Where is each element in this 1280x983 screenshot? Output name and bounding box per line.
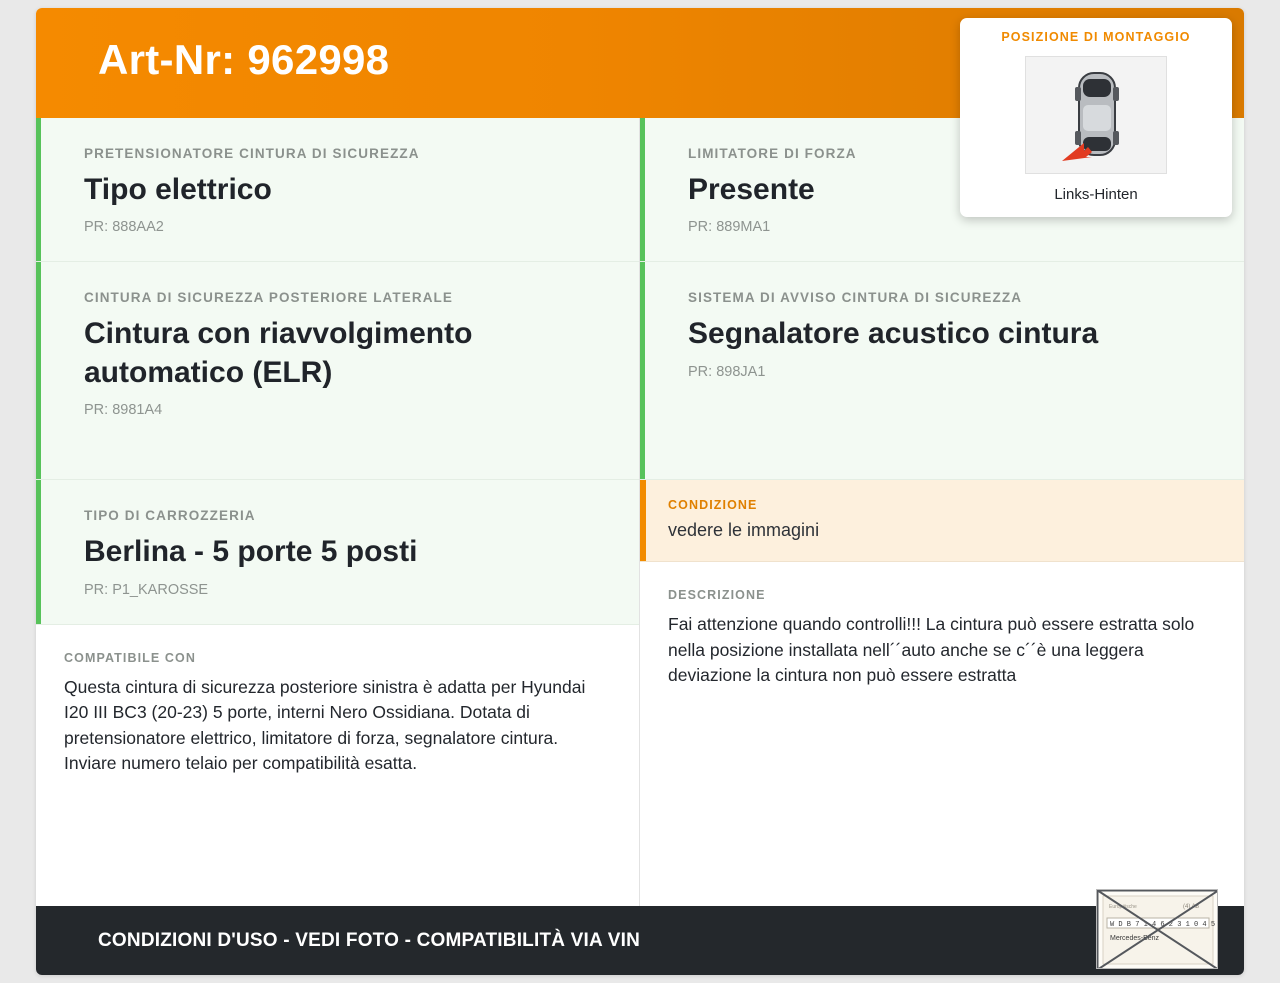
mounting-position-card [960,18,1232,217]
compatibility-label: COMPATIBILE CON [64,650,197,665]
right-column [640,118,1244,975]
spec-pr-code: PR: P1_KAROSSE [84,581,209,598]
spec-value: Cintura con riavvolgimento automatico (ELR) [84,317,473,389]
spec-item [36,262,639,480]
spec-item [36,118,639,262]
spec-item [36,480,639,624]
label-photo-svg [1097,890,1218,969]
page-title: Art-Nr: 962998 [98,36,390,83]
description-label: DESCRIZIONE [668,588,766,603]
left-column [36,118,640,975]
spec-label: PRETENSIONATORE CINTURA DI SICUREZZA [84,146,420,161]
spec-pr-code: PR: 889MA1 [688,219,771,236]
spec-value: Segnalatore acustico cintura [688,317,1099,351]
spec-pr-code: PR: 8981A4 [84,402,163,419]
condition-label: CONDIZIONE [668,498,758,513]
spec-value: Presente [688,173,815,206]
svg-text:(4) A8: (4) A8 [1183,904,1200,910]
spec-label: SISTEMA DI AVVISO CINTURA DI SICUREZZA [688,290,1023,306]
mercedes-benz-label-icon [1096,889,1218,969]
compatibility-text: Questa cintura di sicurezza posteriore sinistra è adatta per Hyundai I20 III BC3 (20-23) 5 porte, interni Nero Ossidiana. Dotata di pretensionatore elettrico, limitatore di forza, segnalatore cintura. Inviare numero telaio per compatibilità esatta. [64,676,586,773]
condition-value: vedere le immagini [668,520,820,541]
spec-pr-code: PR: 888AA2 [84,219,164,236]
spec-value: Tipo elettrico [84,173,272,206]
spec-item [640,262,1244,480]
spec-value: Berlina - 5 porte 5 posti [84,535,418,569]
description-text: Fai attenzione quando controlli!!! La cintura può essere estratta solo nella posizione installata nell´´auto anche se c´´è una leggera deviazione la cintura non può essere estratta [668,614,1195,686]
svg-text:W D B 7 1 4 6 2 3 1 0 4 5: W D B 7 1 4 6 2 3 1 0 4 5 [1110,921,1216,929]
product-card [36,8,1244,975]
spec-label: TIPO DI CARROZZERIA [84,508,256,524]
footer-text: CONDIZIONI D'USO - VEDI FOTO - COMPATIBILITÀ VIA VIN [98,929,640,951]
description-block [640,562,1244,708]
content-area [36,118,1244,975]
condition-block [640,480,1244,562]
spec-label: CINTURA DI SICUREZZA POSTERIORE LATERALE [84,290,454,306]
compatibility-block [36,625,639,797]
car-diagram-svg [1026,57,1168,175]
svg-text:Europäische: Europäische [1109,904,1137,910]
spec-pr-code: PR: 898JA1 [688,363,766,380]
mounting-position-title: POSIZIONE DI MONTAGGIO [1001,30,1191,44]
spec-label: LIMITATORE DI FORZA [688,146,857,161]
svg-text:Mercedes-Benz: Mercedes-Benz [1110,935,1160,942]
mounting-position-caption: Links-Hinten [1054,186,1138,203]
car-top-view-icon [1025,56,1167,174]
footer-bar [36,906,1244,975]
